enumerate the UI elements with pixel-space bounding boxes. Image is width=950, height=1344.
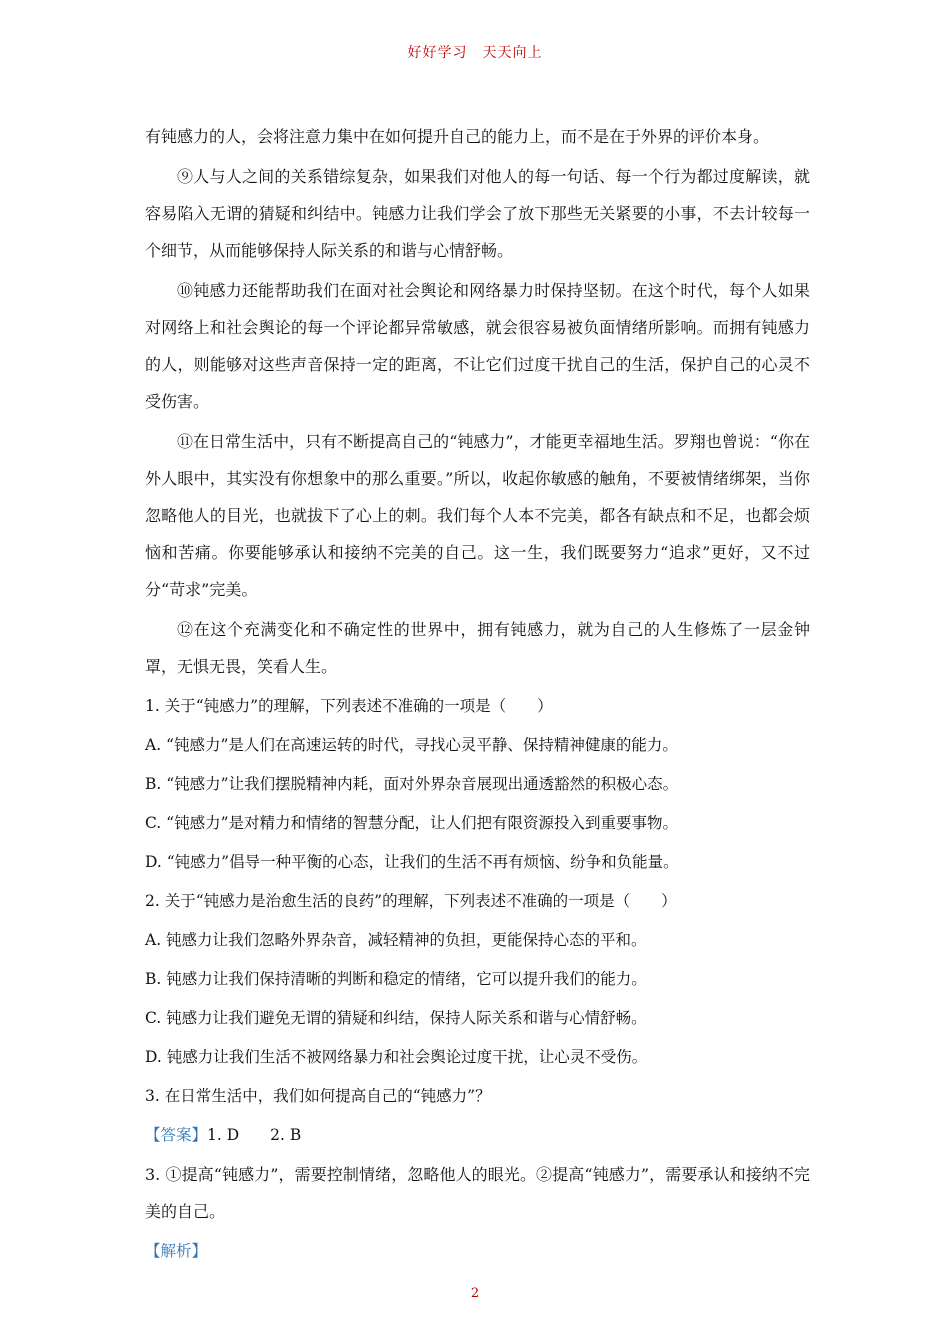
question-2-option-c: C. 钝感力让我们避免无谓的猜疑和纠结，保持人际关系和谐与心情舒畅。 bbox=[145, 1009, 647, 1027]
question-2-option-b: B. 钝感力让我们保持清晰的判断和稳定的情绪，它可以提升我们的能力。 bbox=[145, 970, 647, 988]
question-2-option-d: D. 钝感力让我们生活不被网络暴力和社会舆论过度干扰，让心灵不受伤。 bbox=[145, 1048, 648, 1066]
analysis-line bbox=[145, 1233, 810, 1270]
paragraph-11: ⑪在日常生活中，只有不断提高自己的“钝感力”，才能更幸福地生活。罗翔也曾说：“你在外人眼中，其实没有你想象中的那么重要。”所以，收起你敏感的触角，不要被情绪绑架，当你忽略他人的目光，也就拔下了心上的刺。我们每个人本不完美，都各有缺点和不足，也都会烦恼和苦痛。你要能够承认和接纳不完美的自己。这一生，我们既要努力“追求”更好，又不过分“苛求”完美。 bbox=[145, 432, 810, 599]
question-1-option-d: D. “钝感力”倡导一种平衡的心态，让我们的生活不再有烦恼、纷争和负能量。 bbox=[145, 853, 679, 871]
answer-mc: 1. D 2. B bbox=[207, 1126, 302, 1144]
document-body bbox=[145, 118, 810, 1272]
answer-tag: 【答案】 bbox=[145, 1126, 208, 1144]
question-1-option-b: B. “钝感力”让我们摆脱精神内耗，面对外界杂音展现出通透豁然的积极心态。 bbox=[145, 775, 679, 793]
paragraph-10: ⑩钝感力还能帮助我们在面对社会舆论和网络暴力时保持坚韧。在这个时代，每个人如果对网络上和社会舆论的每一个评论都异常敏感，就会很容易被负面情绪所影响。而拥有钝感力的人，则能够对这些声音保持一定的距离，不让它们过度干扰自己的生活，保护自己的心灵不受伤害。 bbox=[145, 281, 810, 411]
page-number: 2 bbox=[470, 1286, 480, 1301]
analysis-tag: 【解析】 bbox=[145, 1242, 208, 1260]
page-header: 好好学习 天天向上 bbox=[407, 45, 543, 61]
paragraph-12: ⑫在这个充满变化和不确定性的世界中，拥有钝感力，就为自己的人生修炼了一层金钟罩，无惧无畏，笑看人生。 bbox=[145, 620, 810, 676]
question-2-option-a: A. 钝感力让我们忽略外界杂音，减轻精神的负担，更能保持心态的平和。 bbox=[145, 931, 647, 949]
answer-line bbox=[145, 1117, 810, 1154]
answer-q3: 3. ①提高“钝感力”，需要控制情绪，忽略他人的眼光。②提高“钝感力”，需要承认和接纳不完美的自己。 bbox=[145, 1165, 810, 1221]
question-1-stem: 1. 关于“钝感力”的理解，下列表述不准确的一项是（ ） bbox=[145, 697, 553, 715]
question-1-option-a: A. “钝感力”是人们在高速运转的时代，寻找心灵平静、保持精神健康的能力。 bbox=[145, 736, 678, 754]
question-2-stem: 2. 关于“钝感力是治愈生活的良药”的理解，下列表述不准确的一项是（ ） bbox=[145, 892, 677, 910]
paragraph-9: ⑨人与人之间的关系错综复杂，如果我们对他人的每一句话、每一个行为都过度解读，就容易陷入无谓的猜疑和纠结中。钝感力让我们学会了放下那些无关紧要的小事，不去计较每一个细节，从而能够保持人际关系的和谐与心情舒畅。 bbox=[145, 167, 810, 260]
paragraph-continued: 有钝感力的人，会将注意力集中在如何提升自己的能力上，而不是在于外界的评价本身。 bbox=[145, 127, 770, 146]
question-1-option-c: C. “钝感力”是对精力和情绪的智慧分配，让人们把有限资源投入到重要事物。 bbox=[145, 814, 679, 832]
question-3-stem: 3. 在日常生活中，我们如何提高自己的“钝感力”？ bbox=[145, 1087, 491, 1105]
question-2 bbox=[145, 883, 810, 1076]
question-1 bbox=[145, 688, 810, 881]
